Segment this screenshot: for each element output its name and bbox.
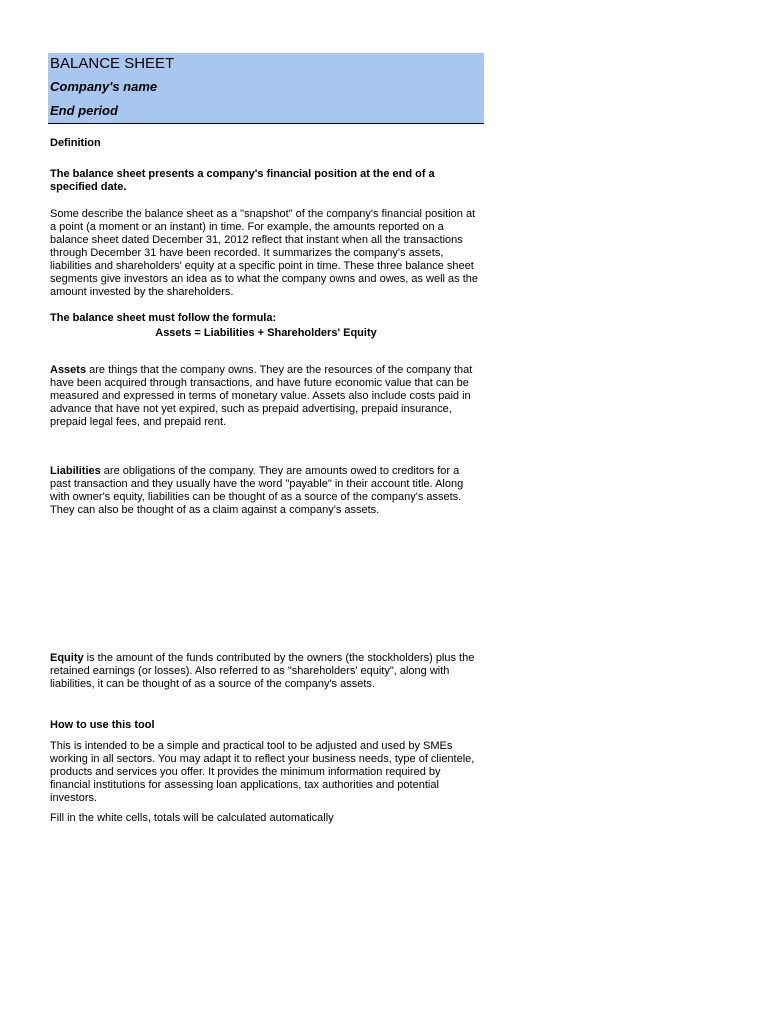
- howto-heading: How to use this tool: [50, 719, 155, 731]
- liabilities-paragraph: [50, 465, 482, 517]
- formula-lead: The balance sheet must follow the formula:: [50, 312, 277, 324]
- equity-text: is the amount of the funds contributed by the owners (the stockholders) plus the retained earnings (or losses). Also referred to as "shareholders' equity", along with liabilities, it can be thought of as a source of the company's assets.: [50, 652, 475, 690]
- sheet-title: BALANCE SHEET: [50, 55, 175, 72]
- assets-paragraph: [50, 364, 482, 429]
- liabilities-text: are obligations of the company. They are amounts owed to creditors for a past transaction and they usually have the word "payable" in their account title. Along with owner's equity, liabilities can be thought of as a source of the company's assets. They can also be thought of as a claim against a company's assets.: [50, 465, 464, 516]
- equity-paragraph: [50, 652, 482, 691]
- definition-heading: Definition: [50, 137, 101, 149]
- assets-text: are things that the company owns. They are the resources of the company that have been acquired through transactions, and have future economic value that can be measured and expressed in terms of monetary value. Assets also include costs paid in advance that have not yet expired, such as prepaid advertising, prepaid insurance, prepaid legal fees, and prepaid rent.: [50, 364, 473, 428]
- liabilities-term: Liabilities: [50, 465, 101, 477]
- definition-body: Some describe the balance sheet as a "snapshot" of the company's financial position at a point (a moment or an instant) in time. For example, the amounts reported on a balance sheet dated December 31, 2012 reflect that instant when all the transactions through December 31 have been recorded. It summarizes the company's assets, liabilities and shareholders' equity at a specific point in time. These three balance sheet segments give investors an idea as to what the company owns and owes, as well as the amount invested by the shareholders.: [50, 208, 479, 298]
- howto-body: This is intended to be a simple and practical tool to be adjusted and used by SMEs working in all sectors. You may adapt it to reflect your business needs, type of clientele, products and services you offer. It provides the minimum information required by financial institutions for assessing loan applications, tax authorities and potential investors.: [50, 740, 475, 804]
- company-name[interactable]: Company's name: [50, 79, 158, 94]
- equity-term: Equity: [50, 652, 84, 664]
- fill-instruction: Fill in the white cells, totals will be calculated automatically: [50, 812, 334, 824]
- definition-intro: The balance sheet presents a company's financial position at the end of a specified date.: [50, 168, 435, 193]
- formula-equation: Assets = Liabilities + Shareholders' Equity: [155, 327, 377, 339]
- end-period[interactable]: End period: [50, 103, 118, 118]
- header-band: [48, 53, 484, 124]
- assets-term: Assets: [50, 364, 87, 376]
